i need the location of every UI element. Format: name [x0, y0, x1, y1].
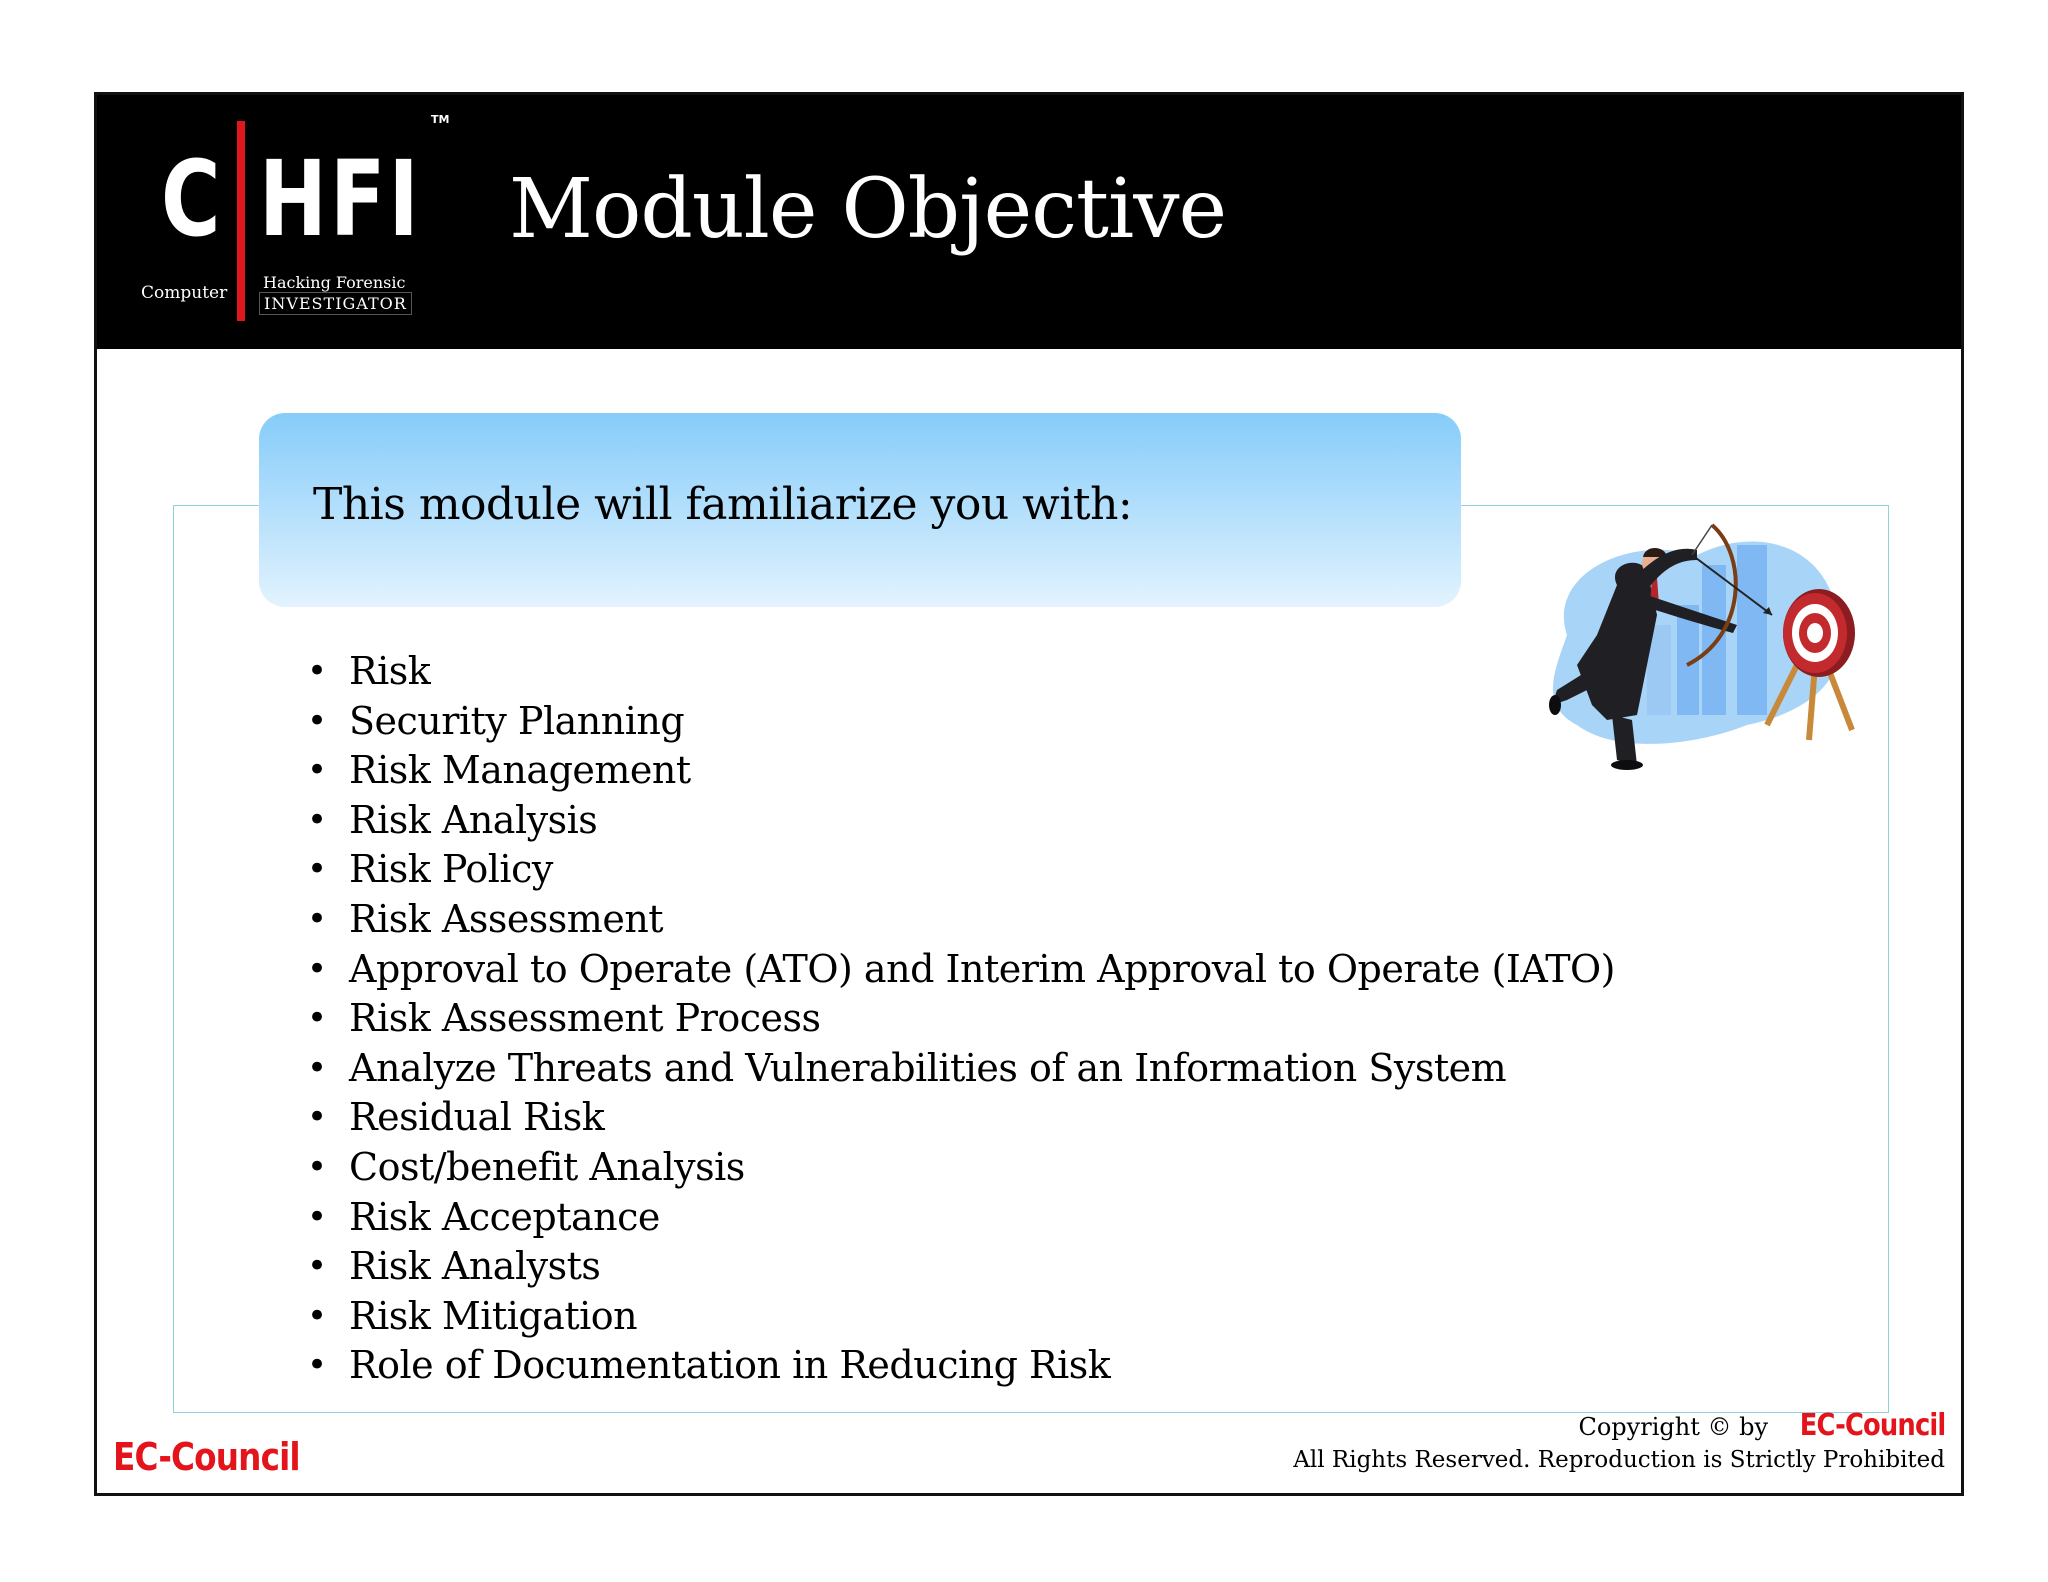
- list-item: • Risk Management: [307, 746, 1615, 796]
- copyright-notice: [1293, 1409, 1945, 1476]
- logo-red-bar: [237, 121, 245, 321]
- ec-council-footer-logo: EC-Council: [113, 1435, 300, 1479]
- list-item: • Risk Analysts: [307, 1242, 1615, 1292]
- intro-callout: [259, 413, 1461, 607]
- logo-trademark: TM: [431, 113, 450, 126]
- copyright-brand: EC-Council: [1799, 1408, 1945, 1443]
- logo-hacking-forensic-label: Hacking Forensic: [263, 273, 406, 292]
- list-item: • Risk Analysis: [307, 796, 1615, 846]
- logo-investigator-label: INVESTIGATOR: [259, 292, 412, 315]
- list-item: • Cost/benefit Analysis: [307, 1143, 1615, 1193]
- list-item: • Security Planning: [307, 697, 1615, 747]
- copyright-prefix: Copyright © by: [1578, 1413, 1769, 1441]
- header-bar: [97, 95, 1961, 349]
- objectives-list: [307, 647, 1615, 1391]
- list-item: • Risk Assessment Process: [307, 994, 1615, 1044]
- logo-computer-label: Computer: [141, 283, 228, 303]
- slide: [94, 92, 1964, 1496]
- rights-reserved-text: All Rights Reserved. Reproduction is Strictly Prohibited: [1293, 1447, 1945, 1473]
- list-item: • Role of Documentation in Reducing Risk: [307, 1341, 1615, 1391]
- list-item: • Risk Policy: [307, 845, 1615, 895]
- list-item: • Risk Acceptance: [307, 1193, 1615, 1243]
- list-item: • Approval to Operate (ATO) and Interim Approval to Operate (IATO): [307, 945, 1615, 995]
- chfi-logo: [141, 113, 461, 333]
- intro-callout-text: This module will familiarize you with:: [313, 479, 1133, 530]
- list-item: • Risk: [307, 647, 1615, 697]
- businessman-archer-target-icon: [1497, 515, 1897, 835]
- list-item: • Analyze Threats and Vulnerabilities of an Information System: [307, 1044, 1615, 1094]
- list-item: • Residual Risk: [307, 1093, 1615, 1143]
- list-item: • Risk Mitigation: [307, 1292, 1615, 1342]
- logo-letters-hfi: HFI: [259, 138, 422, 260]
- logo-letter-c: C: [161, 138, 221, 260]
- page-title: Module Objective: [509, 162, 1227, 257]
- list-item: • Risk Assessment: [307, 895, 1615, 945]
